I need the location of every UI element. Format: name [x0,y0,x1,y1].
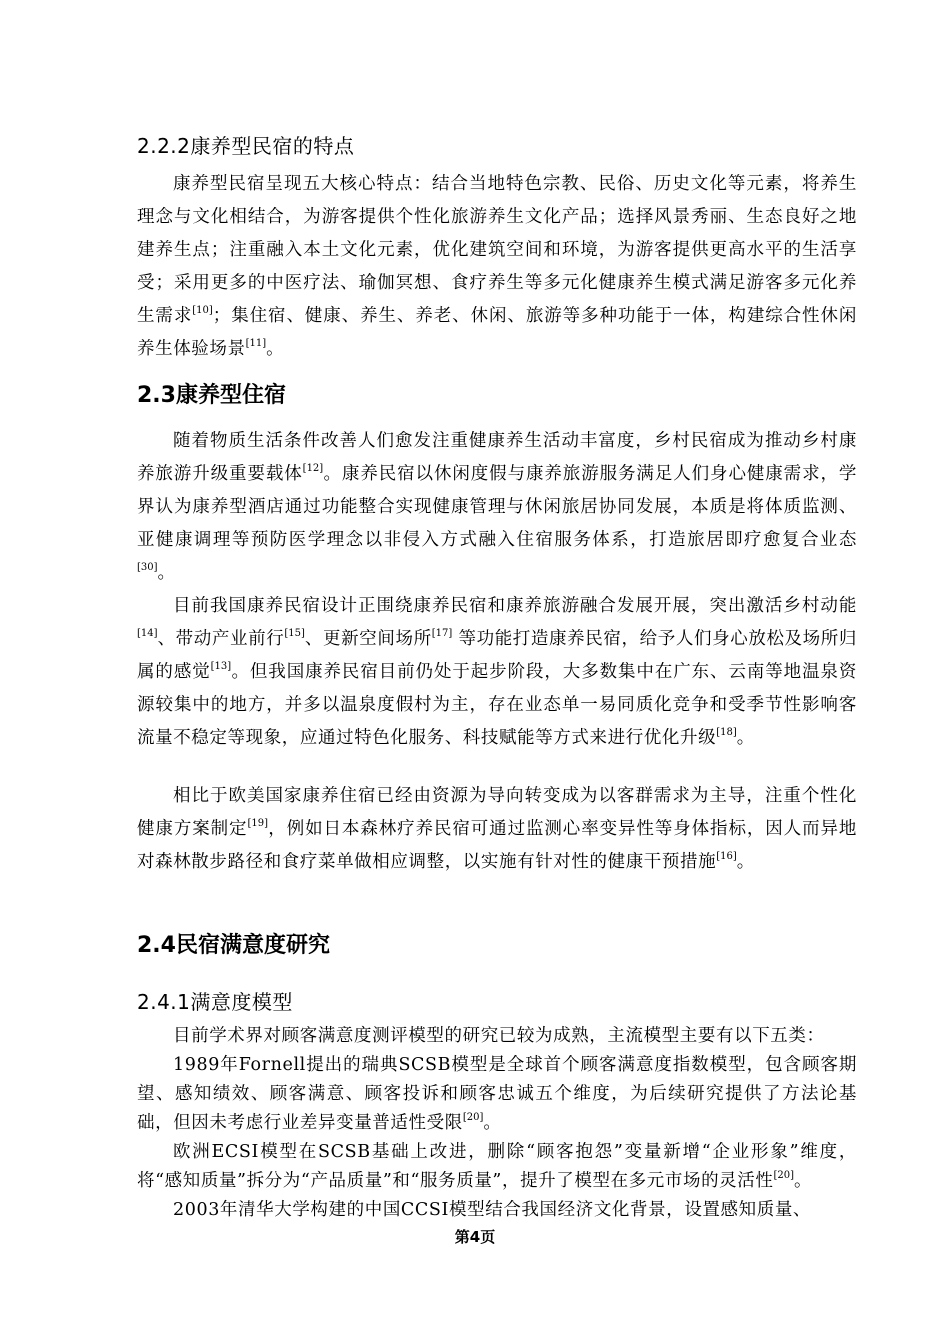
page-number: 第4页 [454,1228,496,1246]
section-heading-2-4-1: 2.4.1满意度模型 [137,990,293,1014]
section-heading-2-4: 2.4民宿满意度研究 [137,933,330,958]
text-run: 欧洲ECSI模型在SCSB基础上改进，删除“顾客抱怨”变量新增“企业形象”维度，将“感知质量”拆分为“产品质量”和“服务质量”，提升了模型在多元市场的灵活性 [137,1142,857,1191]
citation: [11] [245,338,267,349]
citation: [10] [192,305,213,316]
text-run: ，例如日本森林疗养民宿可通过监测心率变异性等身体指标，因人而异地对森林散步路径和食疗菜单做相应调整，以实施有针对性的健康干预措施 [137,819,857,872]
paragraph-2-3-1 [137,425,857,590]
text-run: 。 [736,852,755,872]
text-run: 。但我国康养民宿目前仍处于起步阶段，大多数集中在广东、云南等地温泉资源较集中的地方，并多以温泉度假村为主，存在业态单一易同质化竞争和受季节性影响客流量不稳定等现象，应通过特色化服务、科技赋能等方式来进行优化升级 [137,662,857,748]
paragraph-2-4-1-1 [137,1022,857,1051]
text-run: 等功能打造康养民宿，给予人们身心放松及场所归属的感觉 [137,629,858,682]
citation: [15] [284,628,305,639]
paragraph-2-4-1-3 [137,1138,857,1196]
citation: [20] [773,1170,795,1181]
text-run: 康养型民宿呈现五大核心特点：结合当地特色宗教、民俗、历史文化等元素，将养生理念与文化相结合，为游客提供个性化旅游养生文化产品；选择风景秀丽、生态良好之地建养生点；注重融入本土文化元素，优化建筑空间和环境，为游客提供更高水平的生活享受；采用更多的中医疗法、瑜伽冥想、食疗养生等多元化健康养生模式满足游客多元化养生需求 [137,174,857,326]
text-run: 2003年清华大学构建的中国CCSI模型结合我国经济文化背景，设置感知质量、 [173,1200,812,1220]
citation: [16] [716,851,737,862]
paragraph-2-4-1-4 [137,1196,857,1225]
text-run: 。 [266,339,285,359]
paragraph-2-2-2 [137,168,857,366]
citation: [18] [716,727,737,738]
citation: [19] [247,818,268,829]
text-run: 。 [483,1113,502,1133]
paragraph-2-4-1-2 [137,1051,857,1138]
citation: [17] [431,628,453,639]
text-run: 目前我国康养民宿设计正围绕康养民宿和康养旅游融合发展开展，突出激活乡村动能 [173,596,857,616]
citation: [30] [137,562,158,573]
section-heading-2-3: 2.3康养型住宿 [137,383,286,408]
text-run: 、带动产业前行 [157,629,285,649]
text-run: 。 [157,563,176,583]
text-run: 。康养民宿以休闲度假与康养旅游服务满足人们身心健康需求，学界认为康养型酒店通过功能整合实现健康管理与休闲旅居协同发展，本质是将体质监测、亚健康调理等预防医学理念以非侵入方式融入住宿服务体系，打造旅居即疗愈复合业态 [137,464,857,550]
text-line [137,168,857,366]
citation: [12] [302,463,324,474]
paragraph-2-3-2 [137,590,857,755]
text-run: 、更新空间场所 [304,629,432,649]
text-run: 随着物质生活条件改善人们愈发注重健康养生活动丰富度，乡村民宿成为推动乡村康养旅游升级重要载体 [137,431,857,484]
text-run: 。 [736,728,755,748]
text-run: 1989年Fornell提出的瑞典SCSB模型是全球首个顾客满意度指数模型，包含顾客期望、感知绩效、顾客满意、顾客投诉和顾客忠诚五个维度，为后续研究提供了方法论基础，但因未考虑行业差异变量普适性受限 [137,1055,857,1133]
citation: [13] [210,661,232,672]
section-heading-2-2-2: 2.2.2康养型民宿的特点 [137,134,355,158]
citation: [14] [137,628,158,639]
text-run: 相比于欧美国家康养住宿已经由资源为导向转变成为以客群需求为主导，注重个性化健康方案制定 [137,786,857,839]
paragraph-2-3-3 [137,780,857,879]
text-run: ；集住宿、健康、养生、养老、休闲、旅游等多种功能于一体，构建综合性休闲养生体验场景 [137,306,857,359]
citation: [20] [462,1112,484,1123]
text-run: 。 [794,1171,813,1191]
text-run: 目前学术界对顾客满意度测评模型的研究已较为成熟，主流模型主要有以下五类： [173,1026,825,1046]
